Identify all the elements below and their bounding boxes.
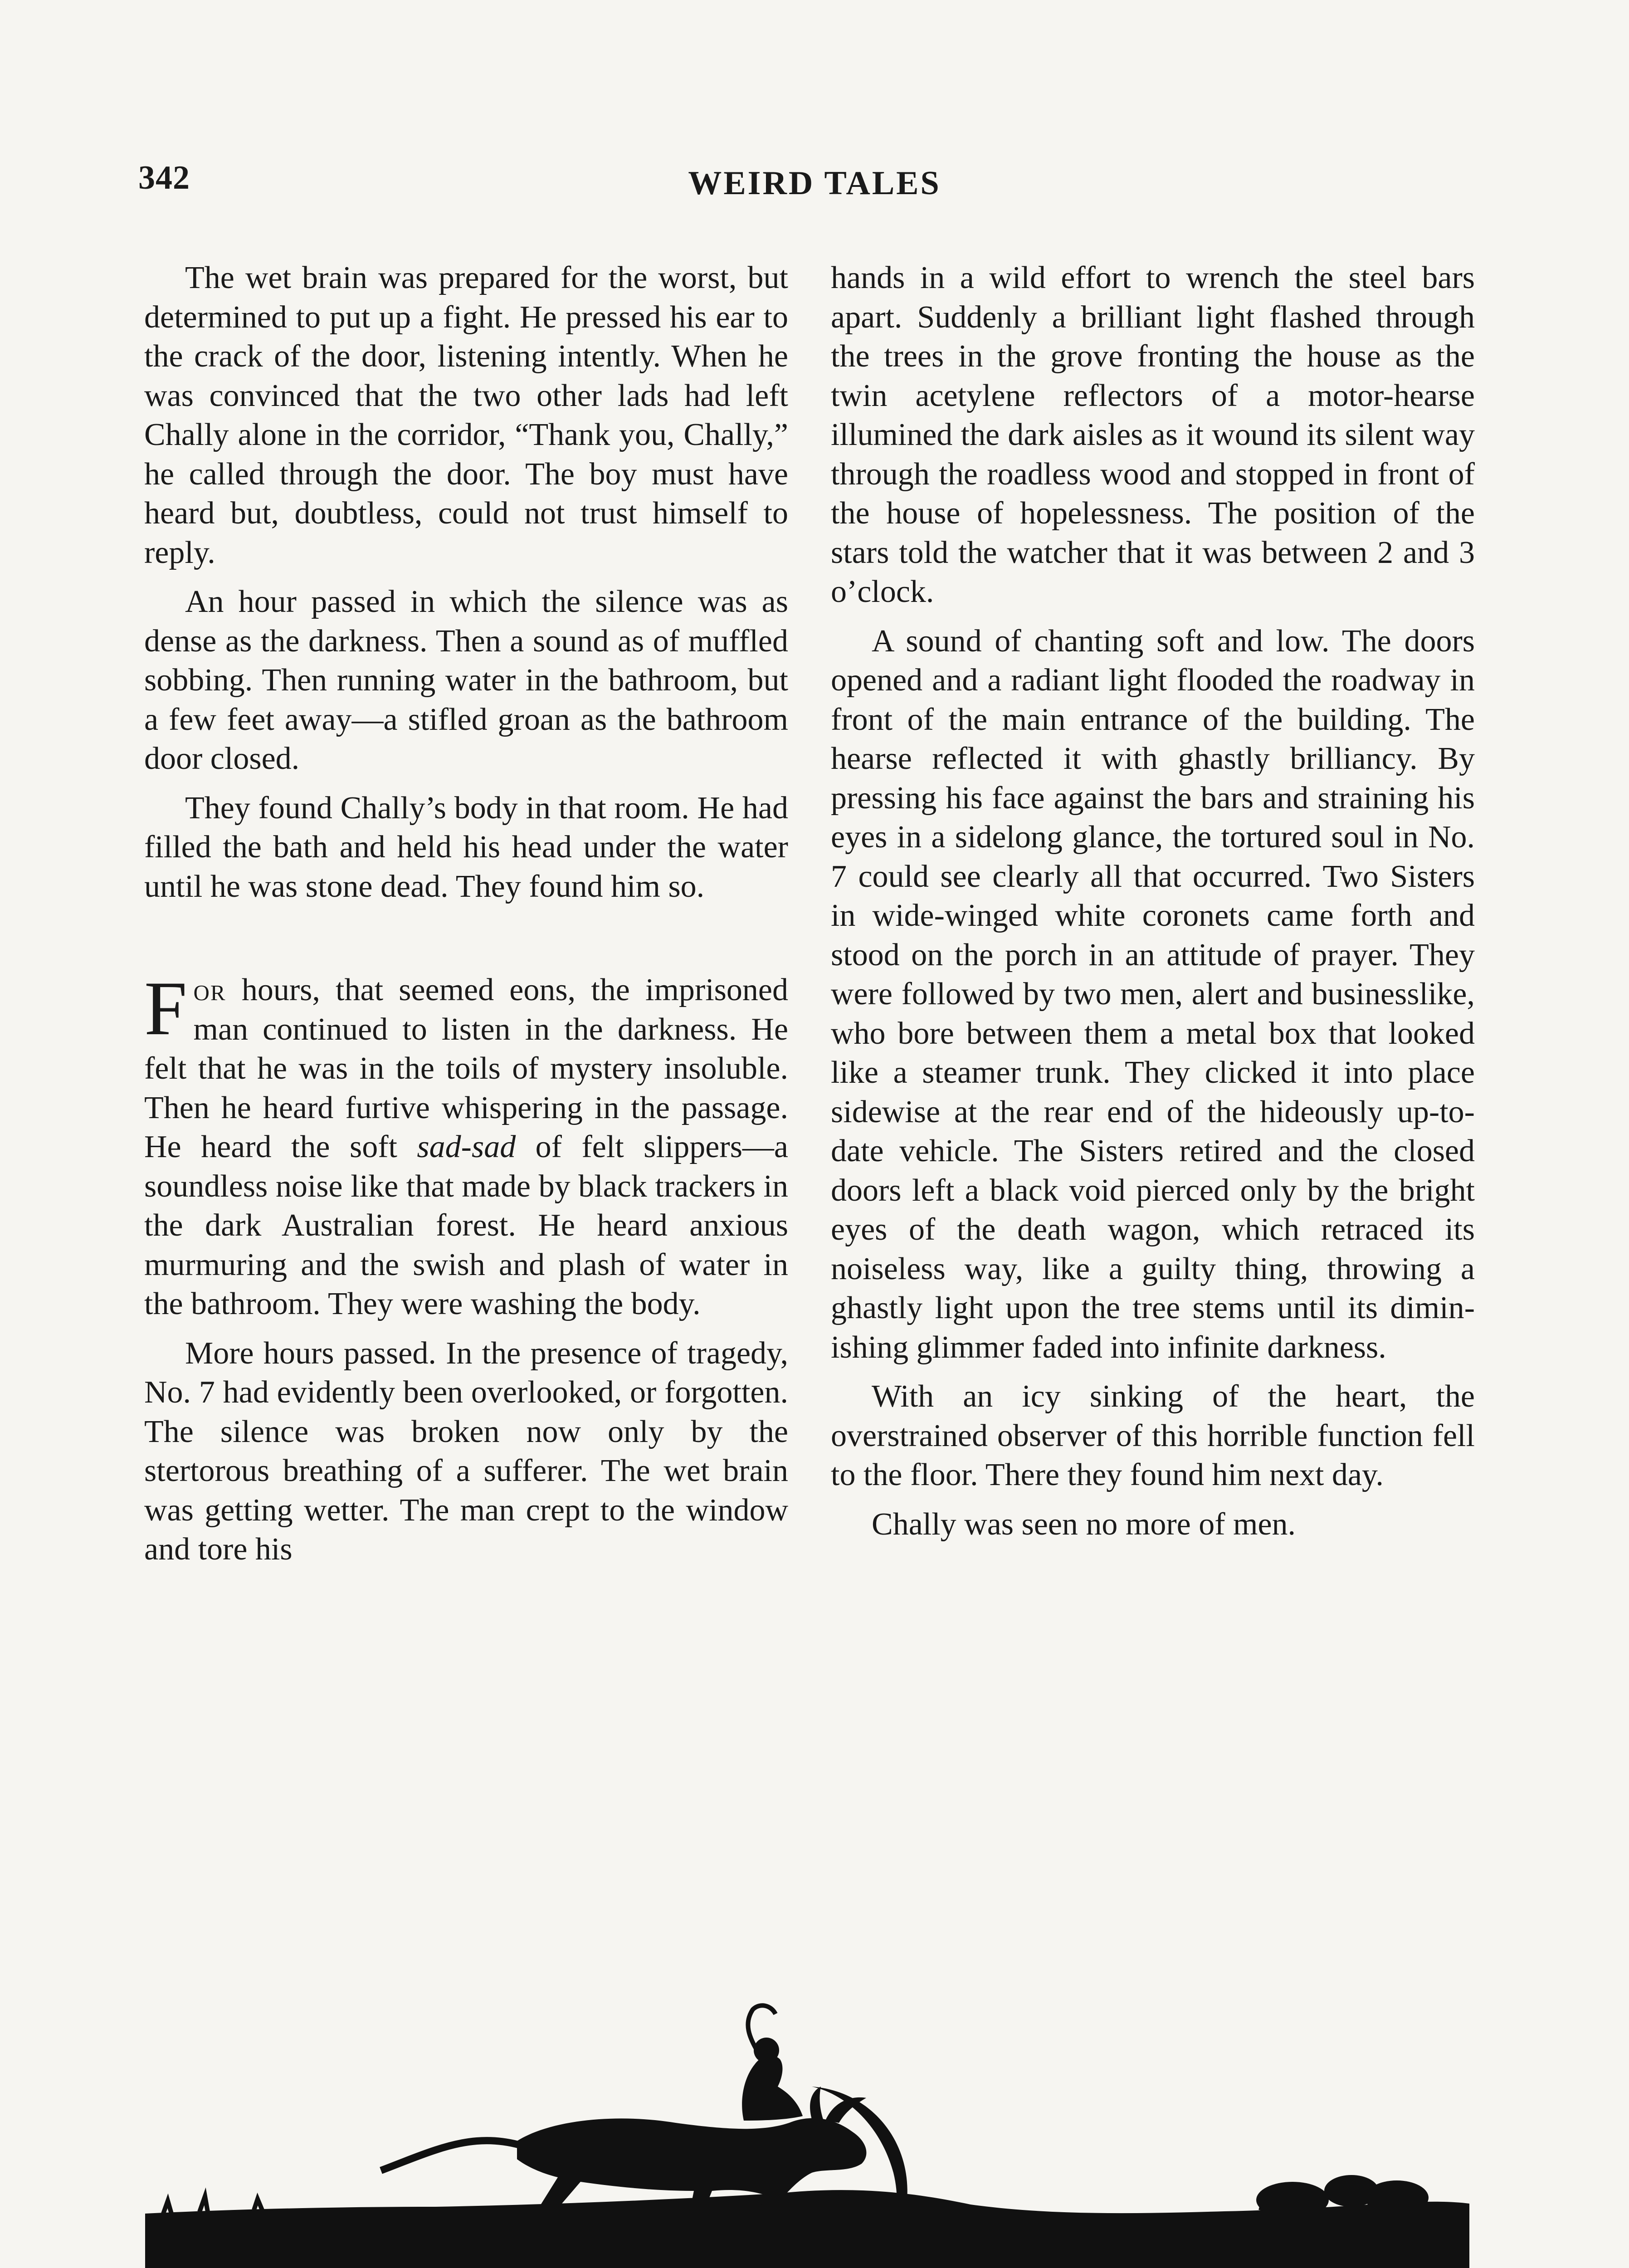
bush: [1365, 2180, 1429, 2215]
paragraph-text: of felt slippers—a soundless noise like that made by black trackers in the dark Australian forest. He heard anxious murmuring and the swish and plash of water in the bathroom. They were washing the body.: [144, 1129, 788, 1321]
small-caps-lead: or: [193, 973, 226, 1007]
paragraph: They found Chally’s body in that room. He had filled the bath and held his head under the water until he was stone dead. They found him so.: [144, 790, 788, 904]
paragraph: A sound of chanting soft and low. The doors opened and a radiant light flooded the roadway in front of the main entrance of the building. The hearse reflected it with ghastly brilliancy. By pressing his face against the bars and straining his eyes in a sidelong glance, the tortured soul in No. 7 could see clearly all that occurred. Two Sisters in wide-winged white coronets came forth and stood on the porch in an attitude of prayer. They were followed by two men, alert and businesslike, who bore between them a metal box that looked like a steamer trunk. They clicked it into place sidewise at the rear end of the hideously up-to-date vehicle. The Sisters retired and the closed doors left a black void pierced only by the bright eyes of the death wagon, which retraced its noiseless way, like a guilty thing, throwing a ghastly light upon the tree stems until its diminishing glimmer faded into infinite darkness.: [831, 623, 1475, 1365]
bull-rider-silhouette-illustration: [145, 2000, 1478, 2268]
paragraph: More hours passed. In the presence of tragedy, No. 7 had evidently been overlooked, or forgotten. The silence was broken now only by the stertorous breathing of a sufferer. The wet brain was getting wetter. The man crept to the window and tore his: [144, 1335, 788, 1567]
section-opening-paragraph: [144, 966, 788, 1324]
running-title: WEIRD TALES: [688, 165, 941, 202]
paragraph: Chally was seen no more of men.: [872, 1506, 1296, 1542]
rider: [742, 2055, 803, 2121]
paragraph: With an icy sinking of the heart, the overstrained observer of this horrible function fell to the floor. There they found him next day.: [831, 1379, 1475, 1492]
bull-tail: [381, 2141, 522, 2170]
page-number: 342: [138, 159, 190, 196]
section-break: [144, 916, 788, 971]
left-column: [144, 259, 788, 1579]
paragraph: hands in a wild effort to wrench the steel bars apart. Suddenly a brilliant light flashed through the trees in the grove fronting the house as the twin acetylene reflectors of a motor-hearse illumined the dark aisles as it wound its silent way through the roadless wood and stopped in front of the house of hopelessness. The position of the stars told the watcher that it was between 2 and 3 o’clock.: [831, 260, 1475, 609]
paragraph: An hour passed in which the silence was as dense as the darkness. Then a sound as of muffled sobbing. Then running water in the bathroom, but a few feet away—a stifled groan as the bathroom door closed.: [144, 584, 788, 776]
italic-phrase: sad-sad: [417, 1129, 516, 1164]
right-column: [831, 259, 1475, 1554]
paragraph: The wet brain was prepared for the worst, but determined to put up a fight. He pressed his ear to the crack of the door, listening intently. When he was convinced that the two other lads had left Chally alone in the corridor, “Thank you, Chally,” he called through the door. The boy must have heard but, doubtless, could not trust himself to reply.: [144, 260, 788, 570]
drop-cap: F: [144, 966, 187, 1051]
paragraph-text: hours, that seemed eons, the imprisoned man continued to listen in the darkness. He felt that he was in the toils of mystery insoluble. Then he heard furtive whispering in the passage. He heard the soft: [144, 973, 788, 1164]
bush: [1256, 2182, 1329, 2218]
